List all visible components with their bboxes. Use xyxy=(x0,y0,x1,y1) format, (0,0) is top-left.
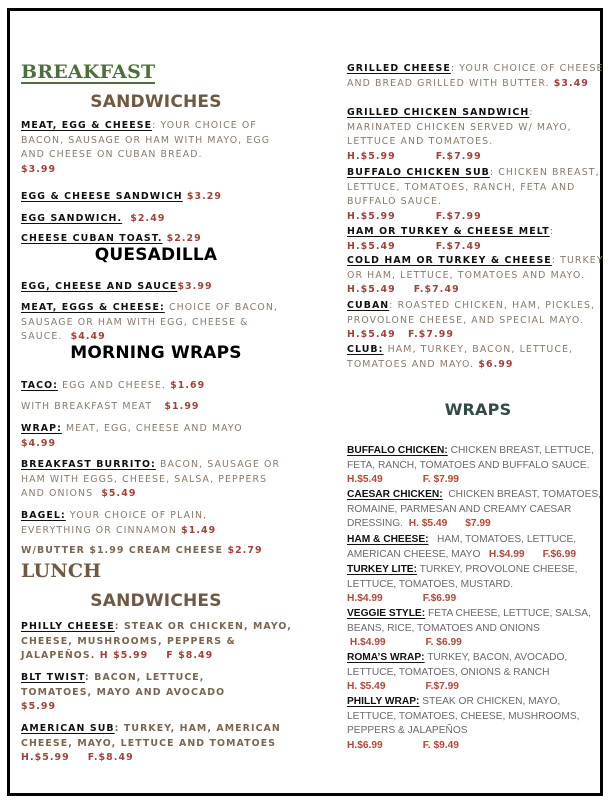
menu-item: CLUB: HAM, TURKEY, BACON, LETTUCE, TOMATOES AND MAYO. $6.99 xyxy=(347,344,574,370)
menu-page xyxy=(7,8,603,796)
menu-item: TACO: EGG AND CHEESE. $1.69 xyxy=(21,380,206,391)
menu-item: W/BUTTER $1.99 CREAM CHEESE $2.79 xyxy=(21,545,263,556)
wrap-item: VEGGIE STYLE: FETA CHEESE, LETTUCE, SALSA, BEANS, RICE, TOMATOES AND ONIONS H.$4.99 F. $6.99 xyxy=(347,608,591,649)
wrap-item: HAM & CHEESE: HAM, TOMATOES, LETTUCE, AMERICAN CHEESE, MAYO H.$4.99 F.$6.99 xyxy=(347,534,577,560)
wrap-item: BUFFALO CHICKEN: CHICKEN BREAST, LETTUCE, FETA, RANCH, TOMATOES AND BUFFALO SAUCE. H.$5.49 F. $7.99 xyxy=(347,445,594,486)
menu-item: MEAT, EGGS & CHEESE: CHOICE OF BACON, SAUSAGE OR HAM WITH EGG, CHEESE & SAUCE. $4.49 xyxy=(21,302,279,343)
menu-item: CHEESE CUBAN TOAST. $2.29 xyxy=(21,233,202,244)
menu-item: CUBAN: ROASTED CHICKEN, HAM, PICKLES, PROVOLONE CHEESE, AND SPECIAL MAYO. H.$5.49 F.$7.99 xyxy=(347,300,596,341)
wraps-heading: WRAPS xyxy=(444,400,512,419)
menu-item: BAGEL: YOUR CHOICE OF PLAIN, EVERYTHING OR CINNAMON $1.49 xyxy=(21,510,217,536)
menu-item: AMERICAN SUB: TURKEY, HAM, AMERICAN CHEESE, MAYO, LETTUCE AND TOMATOES H.$5.99 F.$8.49 xyxy=(21,723,281,764)
lunch-heading: LUNCH xyxy=(21,560,102,582)
menu-item: WRAP: MEAT, EGG, CHEESE AND MAYO $4.99 xyxy=(21,423,243,449)
menu-item: BREAKFAST BURRITO: BACON, SAUSAGE OR HAM WITH EGGS, CHEESE, SALSA, PEPPERS AND ONIONS $5.49 xyxy=(21,459,281,500)
menu-item: GRILLED CHEESE: YOUR CHOICE OF CHEESE AND BREAD GRILLED WITH BUTTER. $3.49 xyxy=(347,63,604,89)
menu-item: EGG & CHEESE SANDWICH $3.29 xyxy=(21,191,222,202)
menu-item: HAM OR TURKEY & CHEESE MELT: H.$5.49 F.$7.49 xyxy=(347,226,555,252)
wrap-item: ROMA’S WRAP: TURKEY, BACON, AVOCADO, LETTUCE, TOMATOES, ONIONS & RANCH H. $5.49 F.$7.99 xyxy=(347,652,568,693)
quesadilla-heading: QUESADILLA xyxy=(94,245,218,265)
menu-item: PHILLY CHEESE: STEAK OR CHICKEN, MAYO, CHEESE, MUSHROOMS, PEPPERS & JALAPEÑOS. H $5.99 F $8.49 xyxy=(21,621,292,662)
menu-item: COLD HAM OR TURKEY & CHEESE: TURKEY OR HAM, LETTUCE, TOMATOES AND MAYO. H.$5.49 F.$7.49 xyxy=(347,255,604,296)
lunch-sandwiches-heading: SANDWICHES xyxy=(90,591,222,611)
menu-item: EGG, CHEESE AND SAUCE$3.99 xyxy=(21,281,213,292)
wrap-item: TURKEY LITE: TURKEY, PROVOLONE CHEESE, LETTUCE, TOMATOES, MUSTARD. H.$4.99 F.$6.99 xyxy=(347,564,578,605)
breakfast-sandwiches-heading: SANDWICHES xyxy=(90,92,222,112)
breakfast-heading: BREAKFAST xyxy=(21,61,156,83)
menu-item: WITH BREAKFAST MEAT $1.99 xyxy=(21,401,200,412)
menu-item: EGG SANDWICH. $2.49 xyxy=(21,213,166,224)
wrap-item: CAESAR CHICKEN: CHICKEN BREAST, TOMATOES, ROMAINE, PARMESAN AND CREAMY CAESAR DRESSING. H. $5.49 $7.99 xyxy=(347,489,601,530)
menu-item: BLT TWIST: BACON, LETTUCE, TOMATOES, MAYO AND AVOCADO $5.99 xyxy=(21,672,226,713)
menu-item: BUFFALO CHICKEN SUB: CHICKEN BREAST, LETTUCE, TOMATOES, RANCH, FETA AND BUFFALO SAUCE. H.$5.99 F.$7.99 xyxy=(347,167,600,222)
menu-item: GRILLED CHICKEN SANDWICH: MARINATED CHICKEN SERVED W/ MAYO, LETTUCE AND TOMATOES. H.$5.99 F.$7.99 xyxy=(347,107,572,162)
menu-item: MEAT, EGG & CHEESE: YOUR CHOICE OF BACON, SAUSAGE OR HAM WITH MAYO, EGG AND CHEESE ON CUBAN BREAD. $3.99 xyxy=(21,120,271,175)
wrap-item: PHILLY WRAP: STEAK OR CHICKEN, MAYO, LETTUCE, TOMATOES, CHEESE, MUSHROOMS, PEPPERS & JALAPEÑOS H.$6.99 F. $9.49 xyxy=(347,696,580,751)
morning-wraps-heading: MORNING WRAPS xyxy=(70,343,242,363)
